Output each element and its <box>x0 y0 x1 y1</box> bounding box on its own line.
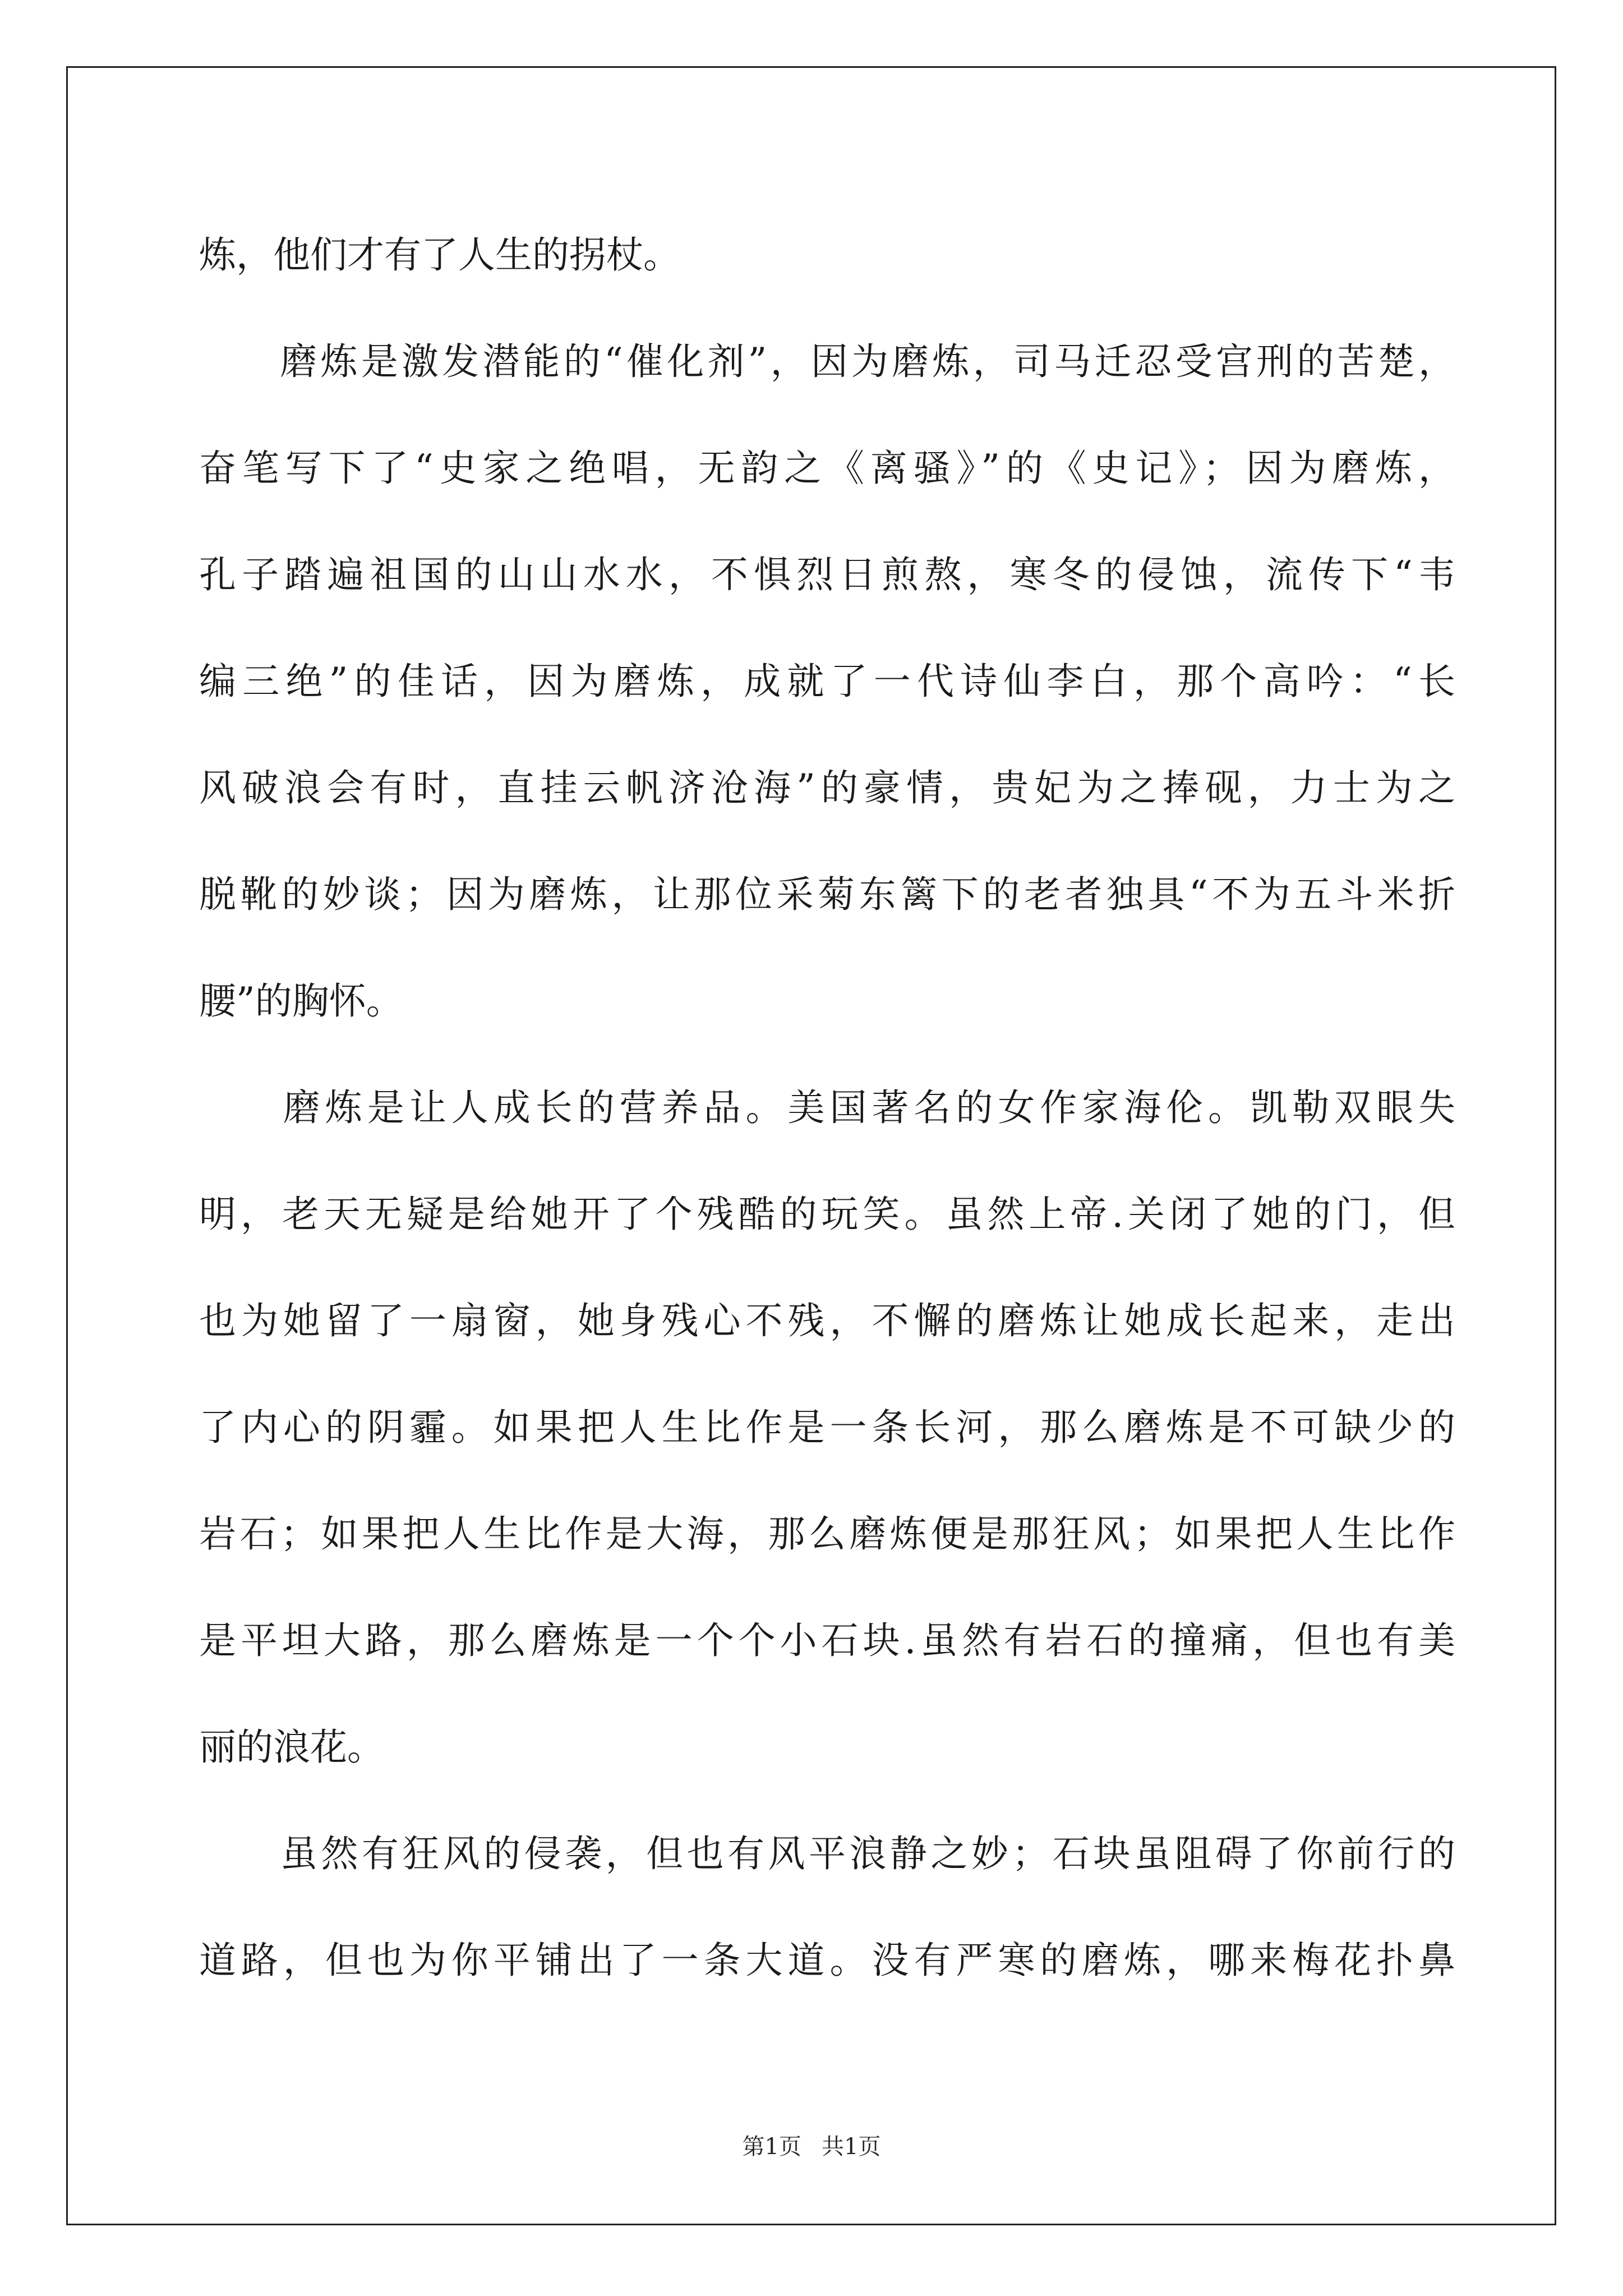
text-line: 也为她留了一扇窗，她身残心不残，不懈的磨炼让她成长起来，走出 <box>199 1299 1455 1342</box>
text-line: 虽然有狂风的侵袭，但也有风平浪静之妙；石块虽阻碍了你前行的 <box>199 1832 1455 1875</box>
text-line: 编三绝”的佳话，因为磨炼，成就了一代诗仙李白，那个高吟：“长 <box>199 660 1455 703</box>
text-line: 孔子踏遍祖国的山山水水，不惧烈日煎熬，寒冬的侵蚀，流传下“韦 <box>199 553 1455 596</box>
page-number: 第1页 <box>742 2134 801 2160</box>
text-line: 丽的浪花。 <box>199 1726 384 1769</box>
text-line: 脱靴的妙谈；因为磨炼，让那位采菊东篱下的老者独具“不为五斗米折 <box>199 873 1455 916</box>
text-line: 奋笔写下了“史家之绝唱，无韵之《离骚》”的《史记》；因为磨炼， <box>199 447 1455 490</box>
text-line: 炼，他们才有了人生的拐杖。 <box>199 233 680 277</box>
text-line: 是平坦大路，那么磨炼是一个个小石块.虽然有岩石的撞痛，但也有美 <box>199 1619 1455 1662</box>
text-line: 腰”的胸怀。 <box>199 979 403 1023</box>
page-total: 共1页 <box>822 2134 881 2160</box>
text-line: 磨炼是激发潜能的“催化剂”，因为磨炼，司马迁忍受宫刑的苦楚， <box>199 340 1455 383</box>
text-line: 明，老天无疑是给她开了个残酷的玩笑。虽然上帝.关闭了她的门，但 <box>199 1193 1455 1236</box>
text-line: 磨炼是让人成长的营养品。美国著名的女作家海伦。凯勒双眼失 <box>199 1086 1455 1129</box>
page-footer <box>0 2129 1623 2161</box>
text-line: 了内心的阴霾。如果把人生比作是一条长河，那么磨炼是不可缺少的 <box>199 1406 1455 1449</box>
text-line: 风破浪会有时，直挂云帆济沧海”的豪情，贵妃为之捧砚，力士为之 <box>199 766 1455 809</box>
document-body <box>199 202 1455 2014</box>
text-line: 道路，但也为你平铺出了一条大道。没有严寒的磨炼，哪来梅花扑鼻 <box>199 1939 1455 1982</box>
text-line: 岩石；如果把人生比作是大海，那么磨炼便是那狂风；如果把人生比作 <box>199 1512 1455 1556</box>
